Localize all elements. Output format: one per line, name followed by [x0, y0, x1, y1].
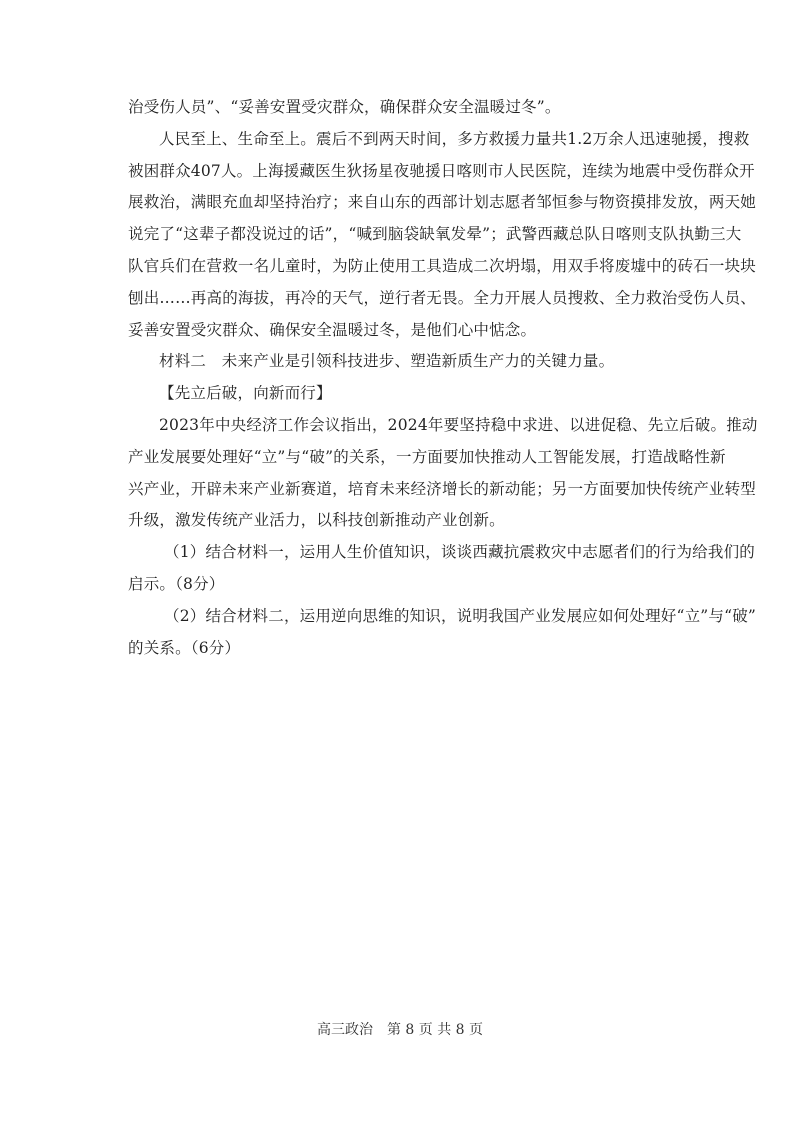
text-line: 产业发展要处理好“立”与“破”的关系，一方面要加快推动人工智能发展，打造战略性新 — [128, 447, 726, 466]
text-line: 兴产业，开辟未来产业新赛道，培育未来经济增长的新动能；另一方面要加快传统产业转型 — [128, 479, 757, 498]
text-line: 被困群众407人。上海援藏医生狄扬星夜驰援日喀则市人民医院，连续为地震中受伤群众开 — [128, 161, 755, 180]
text-line: 说完了“这辈子都没说过的话”，“喊到脑袋缺氧发晕”；武警西藏总队日喀则支队执勤三大 — [128, 225, 742, 244]
section-title: 【先立后破，向新而行】 — [159, 384, 332, 403]
question-1-cont: 启示。（8分） — [128, 574, 225, 593]
document-body — [128, 92, 758, 664]
text-line: 人民至上、生命至上。震后不到两天时间，多方救援力量共1.2万余人迅速驰援，搜救 — [159, 129, 750, 148]
text-line: 2023年中央经济工作会议指出，2024年要坚持稳中求进、以进促稳、先立后破。推动 — [159, 415, 758, 434]
text-line: 治受伤人员”、“妥善安置受灾群众，确保群众安全温暖过冬”。 — [128, 98, 561, 116]
question-2: （2）结合材料二，运用逆向思维的知识，说明我国产业发展应如何处理好“立”与“破” — [164, 606, 757, 625]
page-footer: 高三政治 第 8 页 共 8 页 — [316, 1022, 484, 1038]
text-line: 妥善安置受灾群众、确保安全温暖过冬，是他们心中惦念。 — [128, 320, 537, 339]
question-2-cont: 的关系。（6分） — [128, 638, 241, 657]
text-line: 队官兵们在营救一名儿童时，为防止使用工具造成二次坍塌，用双手将废墟中的砖石一块块 — [128, 256, 757, 275]
question-1: （1）结合材料一，运用人生价值知识，谈谈西藏抗震救灾中志愿者们的行为给我们的 — [164, 543, 755, 562]
text-line: 升级，激发传统产业活力，以科技创新推动产业创新。 — [128, 511, 505, 530]
text-line: 展救治，满眼充血却坚持治疗；来自山东的西部计划志愿者邹恒参与物资摸排发放，两天她 — [128, 193, 757, 212]
material-heading: 材料二 未来产业是引领科技进步、塑造新质生产力的关键力量。 — [159, 352, 615, 371]
text-line: 刨出……再高的海拔，再冷的天气，逆行者无畏。全力开展人员搜救、全力救治受伤人员、 — [128, 288, 757, 307]
